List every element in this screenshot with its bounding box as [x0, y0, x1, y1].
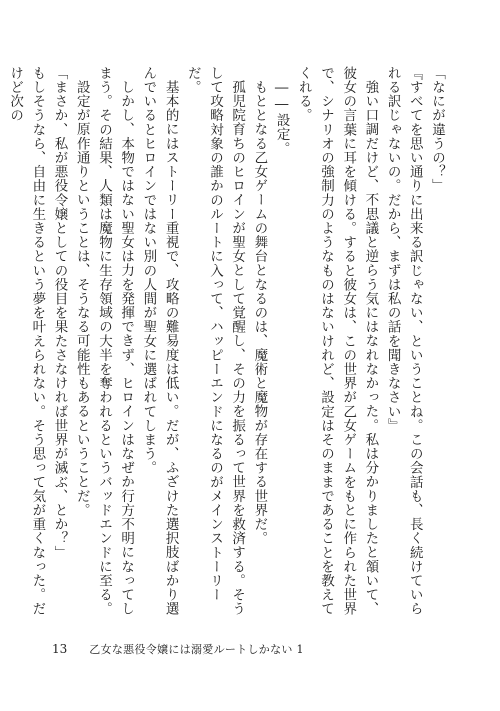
paragraph: ――設定。 [273, 79, 290, 155]
paragraph: 「まさか、私が悪役令嬢としての役目を果たさなければ世界が滅ぶ、とか？」 [51, 66, 68, 560]
running-title: 乙女な悪役令嬢には溺愛ルートしかない 1 [89, 643, 304, 656]
paragraph: 基本的にはストーリー重視で、攻略の難易度は低い。だが、ふざけた選択肢ばかり選んでいるとヒロインではない別の人間が聖女に選ばれてしまう。 [140, 66, 179, 616]
page-footer [52, 641, 304, 657]
paragraph: 『すべてを思い通りに出来る訳じゃない、ということね。この会話も、長く続けていられる訳じゃないの。だから、まずは私の話を聞きなさい』 [384, 66, 423, 616]
paragraph: 強い口調だけど、不思議と逆らう気にはなれなかった。私は分かりましたと頷いて、彼女の言葉に耳を傾ける。すると彼女は、この世界が乙女ゲームをもとに作られた世界で、シナリオの強制力のようなものはないけれど、設定はそのままであることを教えてくれる。 [295, 66, 379, 616]
paragraph: もととなる乙女ゲームの舞台となるのは、魔術と魔物が存在する世界だ。 [251, 79, 268, 545]
paragraph: 「なにが違うの？」 [429, 66, 445, 193]
paragraph: しかし、本物ではない聖女は力を発揮できず、ヒロインはなぜか行方不明になってしまう。その結果、人類は魔物に生存領域の大半を奪われるというバッドエンドに至る。 [95, 66, 135, 616]
body-text [7, 66, 448, 626]
paragraph: 孤児院育ちのヒロインが聖女として覚醒し、その力を振るって世界を救済する。そうして攻略対象の誰かのルートに入って、ハッピーエンドになるのがメインストーリーだ。 [184, 66, 246, 616]
page-number: 13 [52, 642, 68, 656]
paragraph: もしそうなら、自由に生きるという夢を叶えられない。そう思って気が重くなった。だけど次の [7, 66, 46, 616]
paragraph: 設定が原作通りということは、そうなる可能性もあるということだ。 [73, 79, 90, 517]
